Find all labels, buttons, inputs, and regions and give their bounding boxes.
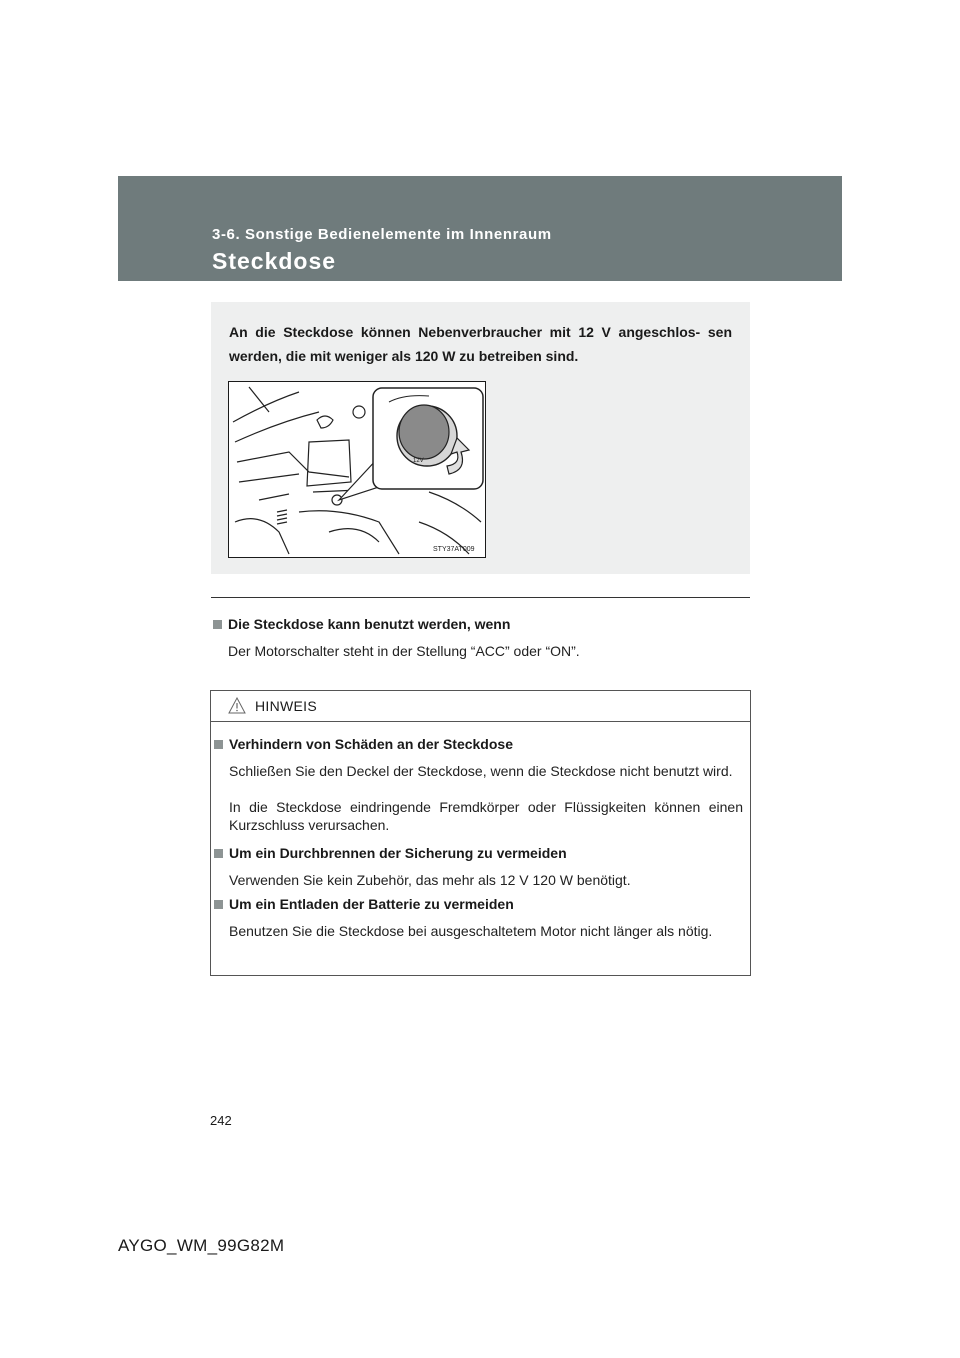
notice-item-heading: Um ein Entladen der Batterie zu vermeiden: [214, 896, 514, 912]
notice-item-text: Schließen Sie den Deckel der Steckdose, wenn die Steckdose nicht benutzt wird.: [229, 763, 733, 779]
notice-item-text: In die Steckdose eindringende Fremdkörper oder Flüssigkeiten können einen Kurzschluss verursachen.: [229, 799, 743, 833]
notice-item-heading: Verhindern von Schäden an der Steckdose: [214, 736, 513, 752]
info-heading: Die Steckdose kann benutzt werden, wenn: [213, 616, 510, 632]
notice-box: [210, 690, 751, 976]
section-label: 3-6. Sonstige Bedienelemente im Innenraum: [212, 226, 552, 243]
document-code: AYGO_WM_99G82M: [118, 1236, 285, 1255]
square-bullet-icon: [214, 900, 223, 909]
notice-item-heading: Um ein Durchbrennen der Sicherung zu vermeiden: [214, 845, 567, 861]
square-bullet-icon: [214, 740, 223, 749]
intro-text: An die Steckdose können Nebenverbraucher mit 12 V angeschlos- sen werden, die mit weniger als 120 W zu betreiben sind.: [229, 324, 732, 364]
page-number: 242: [210, 1113, 232, 1128]
square-bullet-icon: [214, 849, 223, 858]
power-outlet-illustration: [228, 381, 486, 558]
notice-header: [211, 691, 750, 722]
notice-title: HINWEIS: [255, 698, 317, 714]
square-bullet-icon: [213, 620, 222, 629]
section-header-band: [118, 176, 842, 281]
intro-box: [211, 302, 750, 574]
divider: [211, 597, 750, 598]
notice-item-text: Verwenden Sie kein Zubehör, das mehr als 12 V 120 W benötigt.: [229, 872, 631, 888]
socket-label: 12V: [413, 458, 424, 464]
dashboard-illustration: [229, 382, 485, 557]
page-title: Steckdose: [212, 248, 337, 274]
info-text: Der Motorschalter steht in der Stellung “ACC” oder “ON”.: [228, 643, 580, 659]
warning-triangle-icon: [228, 697, 246, 714]
notice-item-text: Benutzen Sie die Steckdose bei ausgeschaltetem Motor nicht länger als nötig.: [229, 923, 713, 939]
figure-code: STY37AT009: [433, 546, 475, 553]
